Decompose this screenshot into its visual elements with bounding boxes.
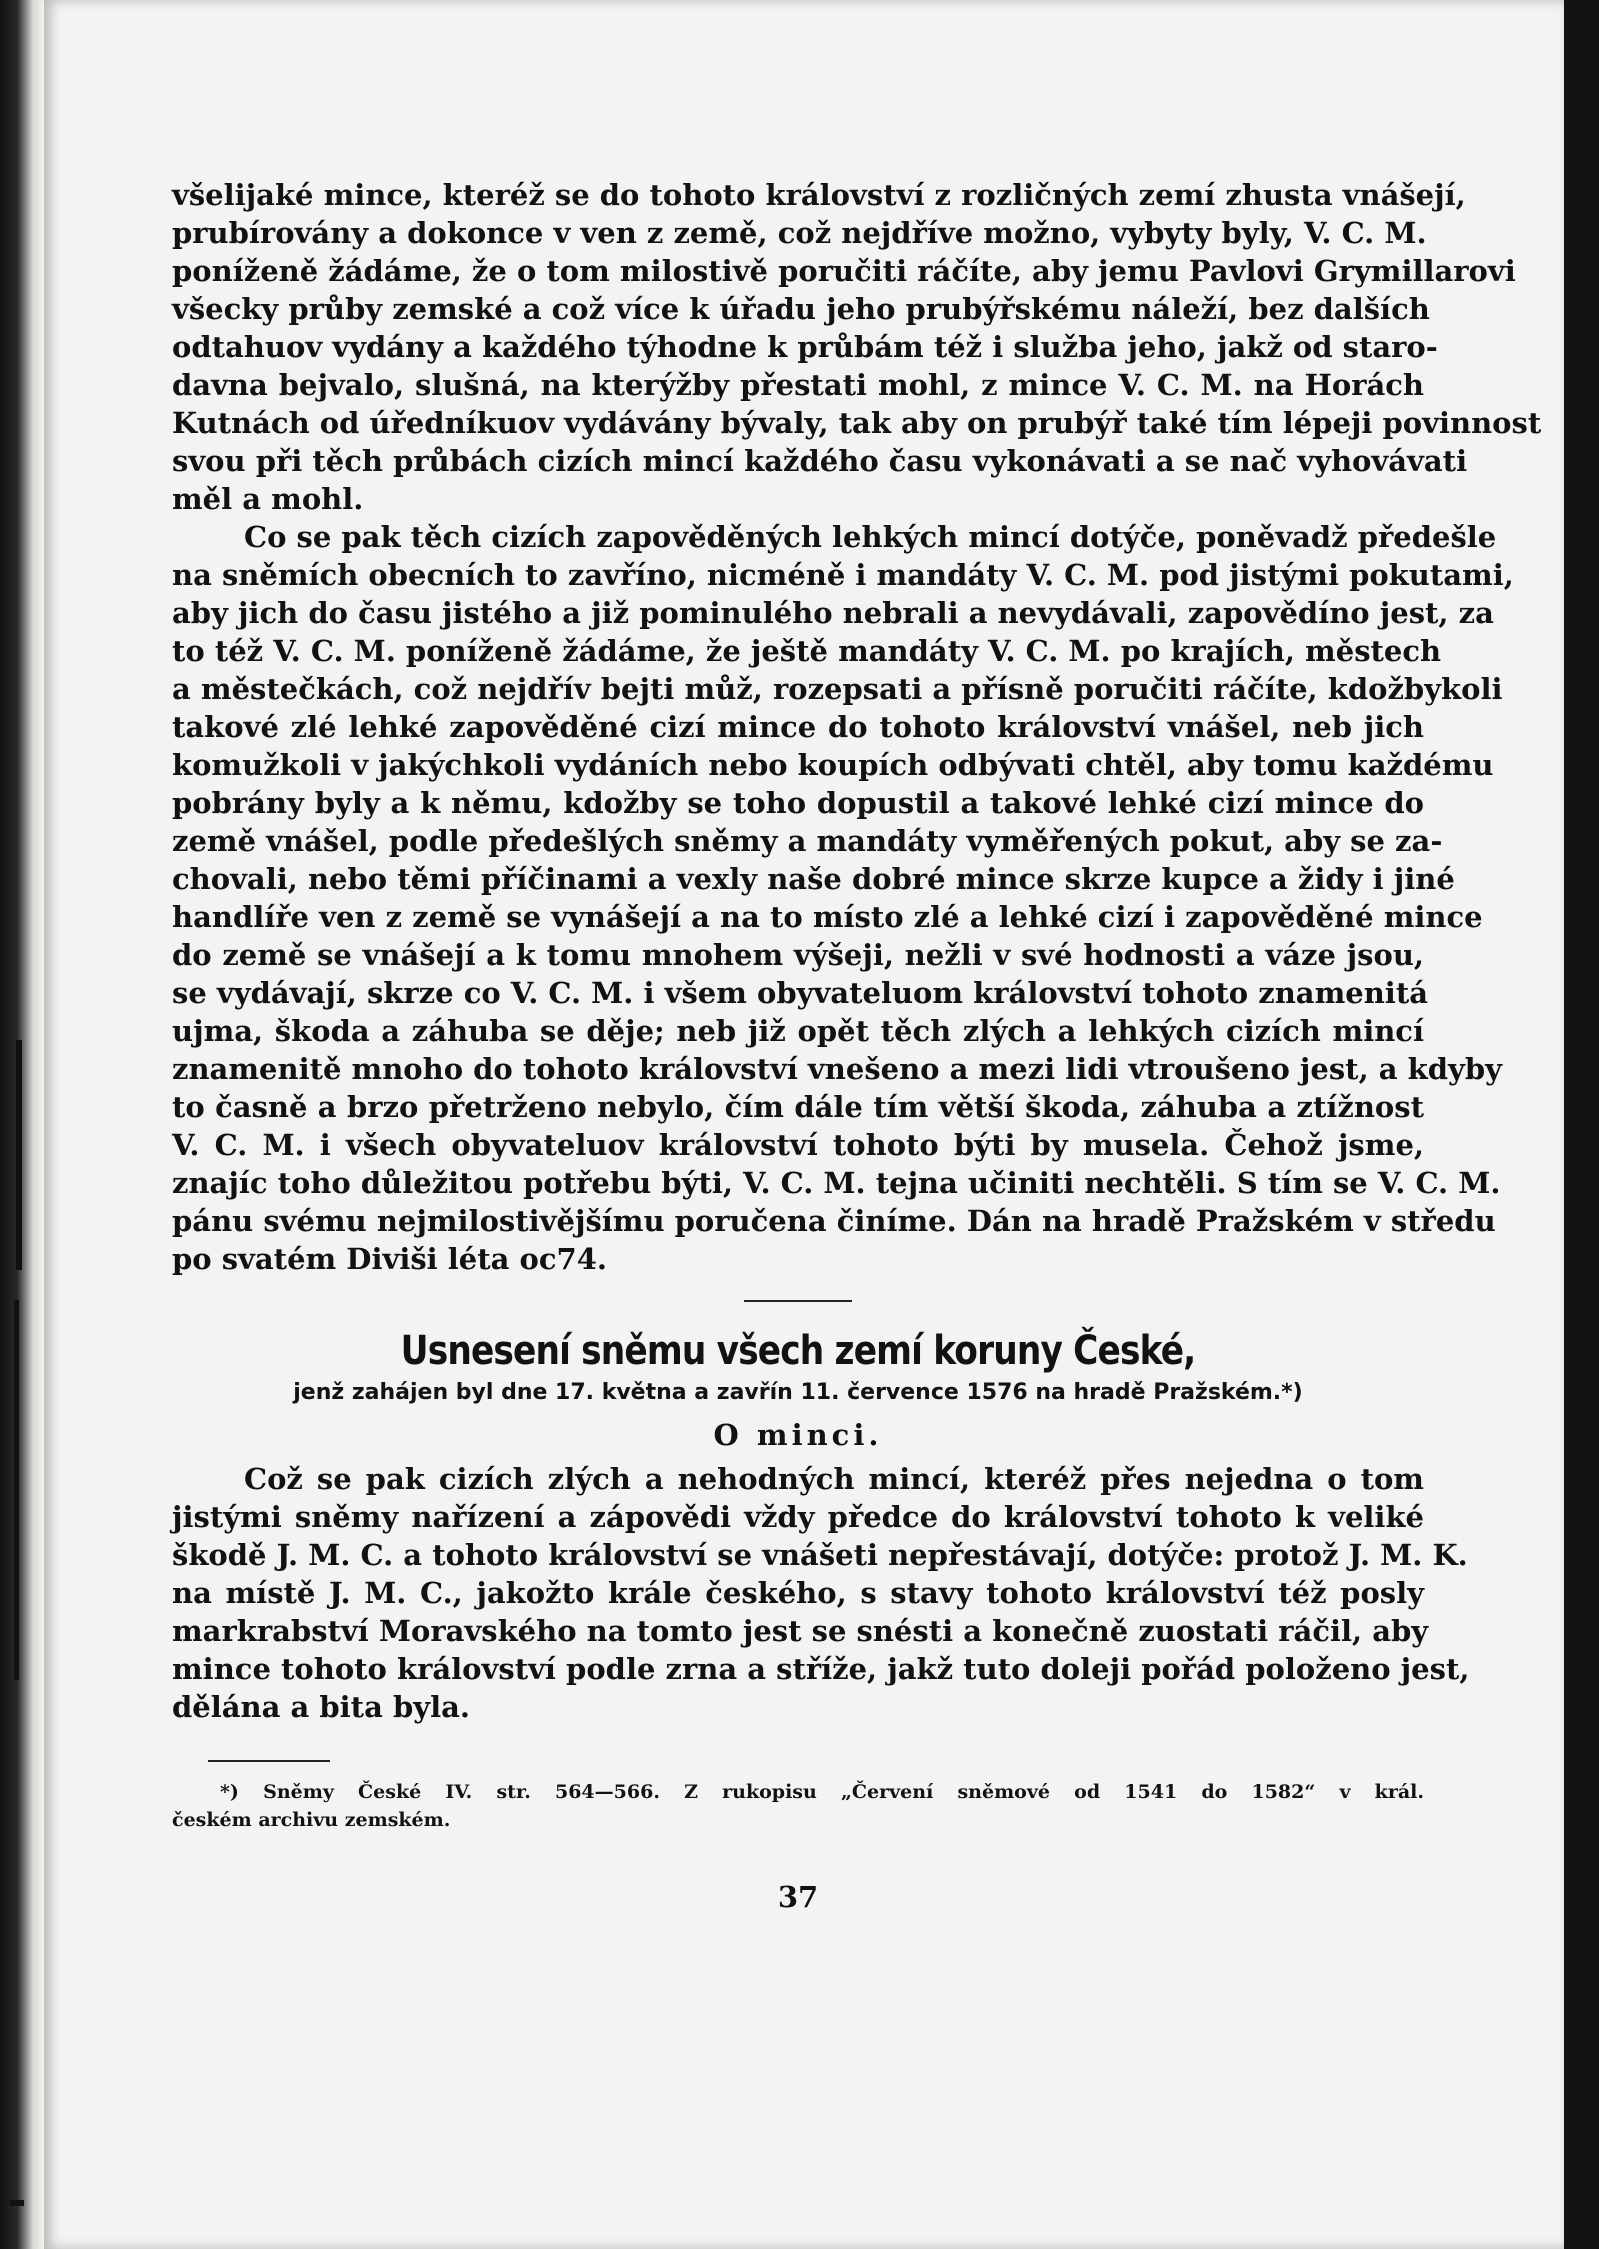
text-line: mince tohoto království podle zrna a stříže, jakž tuto doleji pořád položeno jest, xyxy=(172,1652,1470,1686)
text-line: ujma, škoda a záhuba se děje; neb již opět těch zlých a lehkých cizích mincí xyxy=(172,1014,1424,1048)
text-line: na sněmích obecních to zavříno, nicméně i mandáty V. C. M. pod jistými pokutami, xyxy=(172,558,1514,592)
footnote-rule xyxy=(208,1760,330,1762)
text-line: V. C. M. i všech obyvateluov království tohoto býti by musela. Čehož jsme, xyxy=(172,1128,1424,1162)
page-content xyxy=(172,176,1542,1916)
text-line: měl a mohl. xyxy=(172,482,364,516)
text-line: škodě J. M. C. a tohoto království se vnášeti nepřestávají, dotýče: protož J. M. K. xyxy=(172,1538,1468,1572)
page-number: 37 xyxy=(777,1880,819,1914)
book-page xyxy=(44,0,1564,2249)
text-line: všelijaké mince, kteréž se do tohoto království z rozličných zemí zhusta vnášejí, xyxy=(172,178,1466,212)
section-separator xyxy=(744,1300,852,1302)
text-line: země vnášel, podle předešlých sněmy a mandáty vyměřených pokut, aby se za- xyxy=(172,824,1443,858)
text-line: dělána a bita byla. xyxy=(172,1690,471,1724)
text-line: to též V. C. M. poníženě žádáme, že ještě mandáty V. C. M. po krajích, městech xyxy=(172,634,1442,668)
footnote-line: *) Sněmy České IV. str. 564—566. Z rukopisu „Červení sněmové od 1541 do 1582“ v král. xyxy=(220,1781,1424,1803)
text-line: poníženě žádáme, že o tom milostivě poručiti ráčíte, aby jemu Pavlovi Grymillarovi xyxy=(172,254,1516,288)
margin-mark xyxy=(14,1300,19,1680)
text-line: všecky průby zemské a což více k úřadu jeho prubýřskému náleží, bez dalších xyxy=(172,292,1430,326)
page-edge-shadow xyxy=(1564,0,1599,2249)
text-line: pánu svému nejmilostivějšímu poručena činíme. Dán na hradě Pražském v středu xyxy=(172,1204,1496,1238)
text-line: Co se pak těch cizích zapověděných lehkých mincí dotýče, poněvadž předešle xyxy=(244,520,1497,554)
paragraph-3 xyxy=(172,1460,1470,1726)
text-line: davna bejvalo, slušná, na kterýžby přestati mohl, z mince V. C. M. na Horách xyxy=(172,368,1424,402)
text-line: na místě J. M. C., jakožto krále českého, s stavy tohoto království též posly xyxy=(172,1576,1424,1610)
text-line: handlíře ven z země se vynášejí a na to místo zlé a lehké cizí i zapověděné mince xyxy=(172,900,1483,934)
text-line: a městečkách, což nejdřív bejti můž, rozepsati a přísně poručiti ráčíte, kdožbykoli xyxy=(172,672,1503,706)
text-line: komužkoli v jakýchkoli vydáních nebo koupích odbývati chtěl, aby tomu každému xyxy=(172,748,1494,782)
text-line: aby jich do času jistého a již pominulého nebrali a nevydávali, zapovědíno jest, za xyxy=(172,596,1494,630)
text-line: svou při těch průbách cizích mincí každého času vykonávati a se nač vyhovávati xyxy=(172,444,1468,478)
text-line: znajíc toho důležitou potřebu býti, V. C. M. tejna učiniti nechtěli. S tím se V. C. M. xyxy=(172,1166,1501,1200)
text-line: se vydávají, skrze co V. C. M. i všem obyvateluom království tohoto znamenitá xyxy=(172,976,1429,1010)
text-line: markrabství Moravského na tomto jest se snésti a konečně zuostati ráčil, aby xyxy=(172,1614,1429,1648)
paragraph-1 xyxy=(172,176,1542,518)
section-subtitle: jenž zahájen byl dne 17. května a zavřín 11. července 1576 na hradě Pražském.*) xyxy=(293,1380,1303,1405)
section-heading: O minci. xyxy=(713,1418,883,1452)
footnote xyxy=(172,1778,1424,1834)
text-line: to časně a brzo přetrženo nebylo, čím dále tím větší škoda, záhuba a ztížnost xyxy=(172,1090,1424,1124)
text-line: Což se pak cizích zlých a nehodných mincí, kteréž přes nejedna o tom xyxy=(244,1462,1424,1496)
margin-mark xyxy=(16,1040,22,1270)
text-line: do země se vnášejí a k tomu mnohem výšeji, nežli v své hodnosti a váze jsou, xyxy=(172,938,1424,972)
text-line: takové zlé lehké zapověděné cizí mince do tohoto království vnášel, neb jich xyxy=(172,710,1424,744)
book-spine-shadow xyxy=(0,0,44,2249)
text-line: chovali, nebo těmi příčinami a vexly naše dobré mince skrze kupce a židy i jiné xyxy=(172,862,1455,896)
text-line: po svatém Diviši léta oc74. xyxy=(172,1242,607,1276)
text-line: Kutnách od úředníkuov vydávány bývaly, tak aby on prubýř také tím lépeji povinnost xyxy=(172,406,1542,440)
text-line: jistými sněmy nařízení a zápovědi vždy předce do království tohoto k veliké xyxy=(172,1500,1424,1534)
footnote-line: českém archivu zemském. xyxy=(172,1809,451,1831)
text-line: odtahuov vydány a každého týhodne k průbám též i služba jeho, jakž od staro- xyxy=(172,330,1438,364)
text-line: prubírovány a dokonce v ven z země, což nejdříve možno, vybyty byly, V. C. M. xyxy=(172,216,1427,250)
text-line: znamenitě mnoho do tohoto království vnešeno a mezi lidi vtroušeno jest, a kdyby xyxy=(172,1052,1502,1086)
margin-mark xyxy=(10,2200,24,2206)
text-line: pobrány byly a k němu, kdožby se toho dopustil a takové lehké cizí mince do xyxy=(172,786,1424,820)
paragraph-2 xyxy=(172,518,1514,1278)
section-title: Usnesení sněmu všech zemí koruny České, xyxy=(400,1328,1196,1374)
